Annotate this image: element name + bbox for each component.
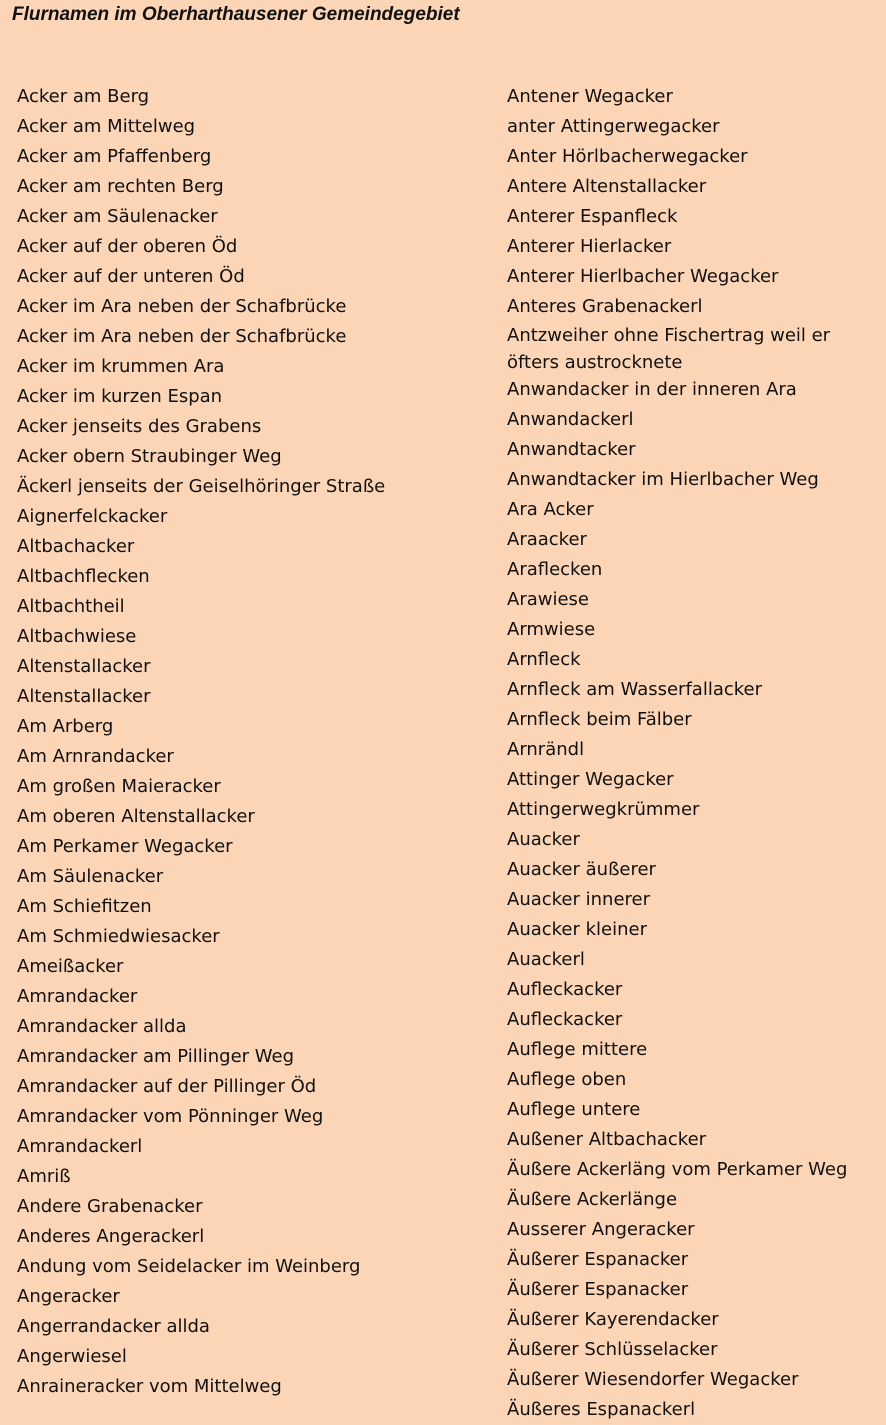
field-name-item: Acker am Berg	[17, 86, 150, 107]
field-name-item: Amrandacker auf der Pillinger Öd	[17, 1076, 317, 1097]
field-name-item: Arnfleck am Wasserfallacker	[507, 679, 763, 700]
field-name-item: Antener Wegacker	[507, 86, 673, 107]
field-name-item: Anwandtacker im Hierlbacher Weg	[507, 469, 819, 490]
field-name-item: Altbachtheil	[17, 596, 125, 617]
field-name-item: Altbachwiese	[17, 626, 137, 647]
field-name-item: Auflege oben	[507, 1069, 627, 1090]
field-name-item: Acker im kurzen Espan	[17, 386, 223, 407]
field-name-item: Andung vom Seidelacker im Weinberg	[17, 1256, 361, 1277]
left-column-list	[17, 82, 487, 1402]
field-name-item: Äußerer Espanacker	[507, 1249, 689, 1270]
field-name-item: Anterer Espanfleck	[507, 206, 678, 227]
field-name-item: Anderes Angerackerl	[17, 1226, 205, 1247]
field-name-item: Ara Acker	[507, 499, 594, 520]
field-name-item: Acker am Mittelweg	[17, 116, 196, 137]
field-name-item: Auflege untere	[507, 1099, 641, 1120]
field-name-item: Auacker	[507, 829, 580, 850]
field-name-item: Anterer Hierlbacher Wegacker	[507, 266, 779, 287]
field-name-item: Am Säulenacker	[17, 866, 164, 887]
field-name-item: Araacker	[507, 529, 587, 550]
field-name-item: Angerwiesel	[17, 1346, 127, 1367]
field-name-item: Auacker kleiner	[507, 919, 648, 940]
field-name-item: Äußere Ackerlänge	[507, 1189, 678, 1210]
field-name-item: Altbachacker	[17, 536, 135, 557]
field-name-item: Andere Grabenacker	[17, 1196, 203, 1217]
field-name-item: Aufleckacker	[507, 1009, 623, 1030]
field-name-item: Auflege mittere	[507, 1039, 648, 1060]
field-name-item: Altbachflecken	[17, 566, 150, 587]
field-name-item: Am Arnrandacker	[17, 746, 174, 767]
field-name-item: Amrandacker	[17, 986, 138, 1007]
field-name-item: Auackerl	[507, 949, 585, 970]
field-name-item: Anwandackerl	[507, 409, 634, 430]
field-name-item: Antzweiher ohne Fischertrag weil er öfters austrocknete	[507, 325, 831, 373]
field-name-item: Acker am rechten Berg	[17, 176, 224, 197]
field-name-item: Auacker äußerer	[507, 859, 656, 880]
field-name-item: Anteres Grabenackerl	[507, 296, 703, 317]
field-name-item: anter Attingerwegacker	[507, 116, 720, 137]
field-name-item: Äckerl jenseits der Geiselhöringer Straße	[17, 476, 386, 497]
field-name-item: Aufleckacker	[507, 979, 623, 1000]
field-name-item: Acker auf der unteren Öd	[17, 266, 245, 287]
field-name-item: Amrandacker allda	[17, 1016, 187, 1037]
field-name-item: Äußerer Espanacker	[507, 1279, 689, 1300]
field-name-item: Anraineracker vom Mittelweg	[17, 1376, 282, 1397]
field-name-item: Armwiese	[507, 619, 596, 640]
field-name-item: Am oberen Altenstallacker	[17, 806, 255, 827]
field-name-item: Acker obern Straubinger Weg	[17, 446, 282, 467]
field-name-item: Aignerfelckacker	[17, 506, 168, 527]
field-name-item: Äußeres Espanackerl	[507, 1399, 696, 1420]
field-name-item: Anterer Hierlacker	[507, 236, 672, 257]
page-title: Flurnamen im Oberharthausener Gemeindegebiet	[12, 4, 460, 25]
field-name-item: Acker im Ara neben der Schafbrücke	[17, 296, 347, 317]
field-name-item: Acker im krummen Ara	[17, 356, 225, 377]
field-name-item: Acker auf der oberen Öd	[17, 236, 238, 257]
field-name-item: Altenstallacker	[17, 686, 151, 707]
field-name-item: Amrandacker am Pillinger Weg	[17, 1046, 295, 1067]
field-name-item: Äußerer Kayerendacker	[507, 1309, 719, 1330]
field-name-item: Amrandacker vom Pönninger Weg	[17, 1106, 324, 1127]
field-name-item: Anwandtacker	[507, 439, 636, 460]
field-name-item: Außener Altbachacker	[507, 1129, 707, 1150]
field-name-item: Attingerwegkrümmer	[507, 799, 700, 820]
field-name-item: Attinger Wegacker	[507, 769, 674, 790]
field-name-item: Äußerer Schlüsselacker	[507, 1339, 718, 1360]
field-name-item: Amriß	[17, 1166, 71, 1187]
field-name-item: Am Perkamer Wegacker	[17, 836, 233, 857]
field-name-item: Am Schiefitzen	[17, 896, 152, 917]
field-name-item: Antere Altenstallacker	[507, 176, 707, 197]
field-name-item: Anter Hörlbacherwegacker	[507, 146, 748, 167]
field-name-item: Acker am Säulenacker	[17, 206, 218, 227]
field-name-item: Auacker innerer	[507, 889, 650, 910]
field-name-item: Anwandacker in der inneren Ara	[507, 379, 797, 400]
field-name-item: Arawiese	[507, 589, 589, 610]
field-name-item: Am großen Maieracker	[17, 776, 221, 797]
field-name-item: Arnfleck beim Fälber	[507, 709, 692, 730]
field-name-item: Araflecken	[507, 559, 603, 580]
field-name-item: Angerrandacker allda	[17, 1316, 210, 1337]
field-name-item: Am Schmiedwiesacker	[17, 926, 220, 947]
field-name-item: Amrandackerl	[17, 1136, 143, 1157]
field-name-item: Acker am Pfaffenberg	[17, 146, 212, 167]
field-name-item: Äußerer Wiesendorfer Wegacker	[507, 1369, 799, 1390]
field-name-item: Angeracker	[17, 1286, 120, 1307]
field-name-item: Acker im Ara neben der Schafbrücke	[17, 326, 347, 347]
field-name-item: Ausserer Angeracker	[507, 1219, 695, 1240]
field-name-item: Acker jenseits des Grabens	[17, 416, 262, 437]
field-name-item: Ameißacker	[17, 956, 124, 977]
field-name-item: Am Arberg	[17, 716, 114, 737]
field-name-item: Arnfleck	[507, 649, 581, 670]
field-name-item: Altenstallacker	[17, 656, 151, 677]
field-name-item: Arnrändl	[507, 739, 585, 760]
field-name-item: Äußere Ackerläng vom Perkamer Weg	[507, 1159, 848, 1180]
right-column-list	[507, 82, 886, 1425]
